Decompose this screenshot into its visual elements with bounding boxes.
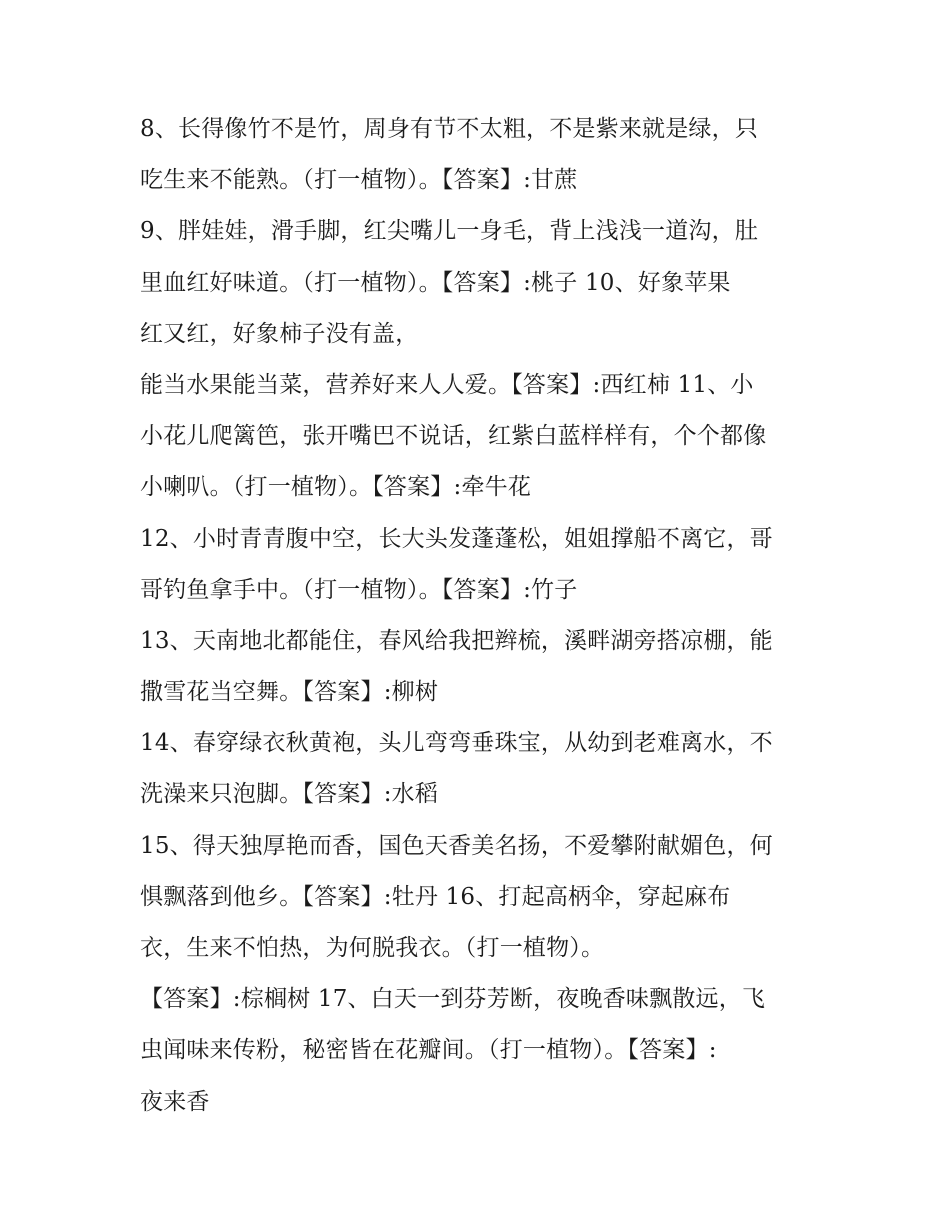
text-line: 里血红好味道。（打一植物）。【答案】:桃子 10、好象苹果 xyxy=(140,269,731,296)
text-line: 吃生来不能熟。（打一植物）。【答案】:甘蔗 xyxy=(140,167,578,194)
text-line: 8、长得像竹不是竹，周身有节不太粗，不是紫来就是绿，只 xyxy=(140,116,759,142)
text-line: 能当水果能当菜，营养好来人人爱。【答案】:西红柿 11、小 xyxy=(140,371,754,398)
text-line: 衣，生来不怕热，为何脱我衣。（打一植物）。 xyxy=(140,935,605,961)
text-line: 小喇叭。（打一植物）。【答案】:牵牛花 xyxy=(140,474,532,501)
text-line: 13、天南地北都能住，春风给我把辫梳，溪畔湖旁搭凉棚，能 xyxy=(140,627,773,654)
text-line: 14、春穿绿衣秋黄袍，头儿弯弯垂珠宝，从幼到老难离水，不 xyxy=(140,730,773,757)
text-line: 红又红，好象柿子没有盖， xyxy=(140,320,419,347)
text-line: 小花儿爬篱笆，张开嘴巴不说话，红紫白蓝样样有，个个都像 xyxy=(140,423,767,450)
text-line: 洗澡来只泡脚。【答案】:水稻 xyxy=(140,781,439,808)
text-line: 15、得天独厚艳而香，国色天香美名扬，不爱攀附献媚色，何 xyxy=(140,832,773,859)
text-line: 撒雪花当空舞。【答案】:柳树 xyxy=(140,679,439,706)
text-line: 惧飘落到他乡。【答案】:牡丹 16、打起高柄伞，穿起麻布 xyxy=(140,883,731,910)
text-line: 夜来香 xyxy=(140,1088,210,1115)
text-line: 12、小时青青腹中空，长大头发蓬蓬松，姐姐撑船不离它，哥 xyxy=(140,525,773,552)
text-line: 【答案】:棕榈树 17、白天一到芬芳断，夜晚香味飘散远，飞 xyxy=(140,986,766,1013)
riddle-text-block xyxy=(140,104,820,1128)
text-line: 虫闻味来传粉，秘密皆在花瓣间。（打一植物）。【答案】: xyxy=(140,1037,717,1064)
text-line: 哥钓鱼拿手中。（打一植物）。【答案】:竹子 xyxy=(140,576,578,603)
text-line: 9、胖娃娃，滑手脚，红尖嘴儿一身毛，背上浅浅一道沟，肚 xyxy=(140,218,759,245)
